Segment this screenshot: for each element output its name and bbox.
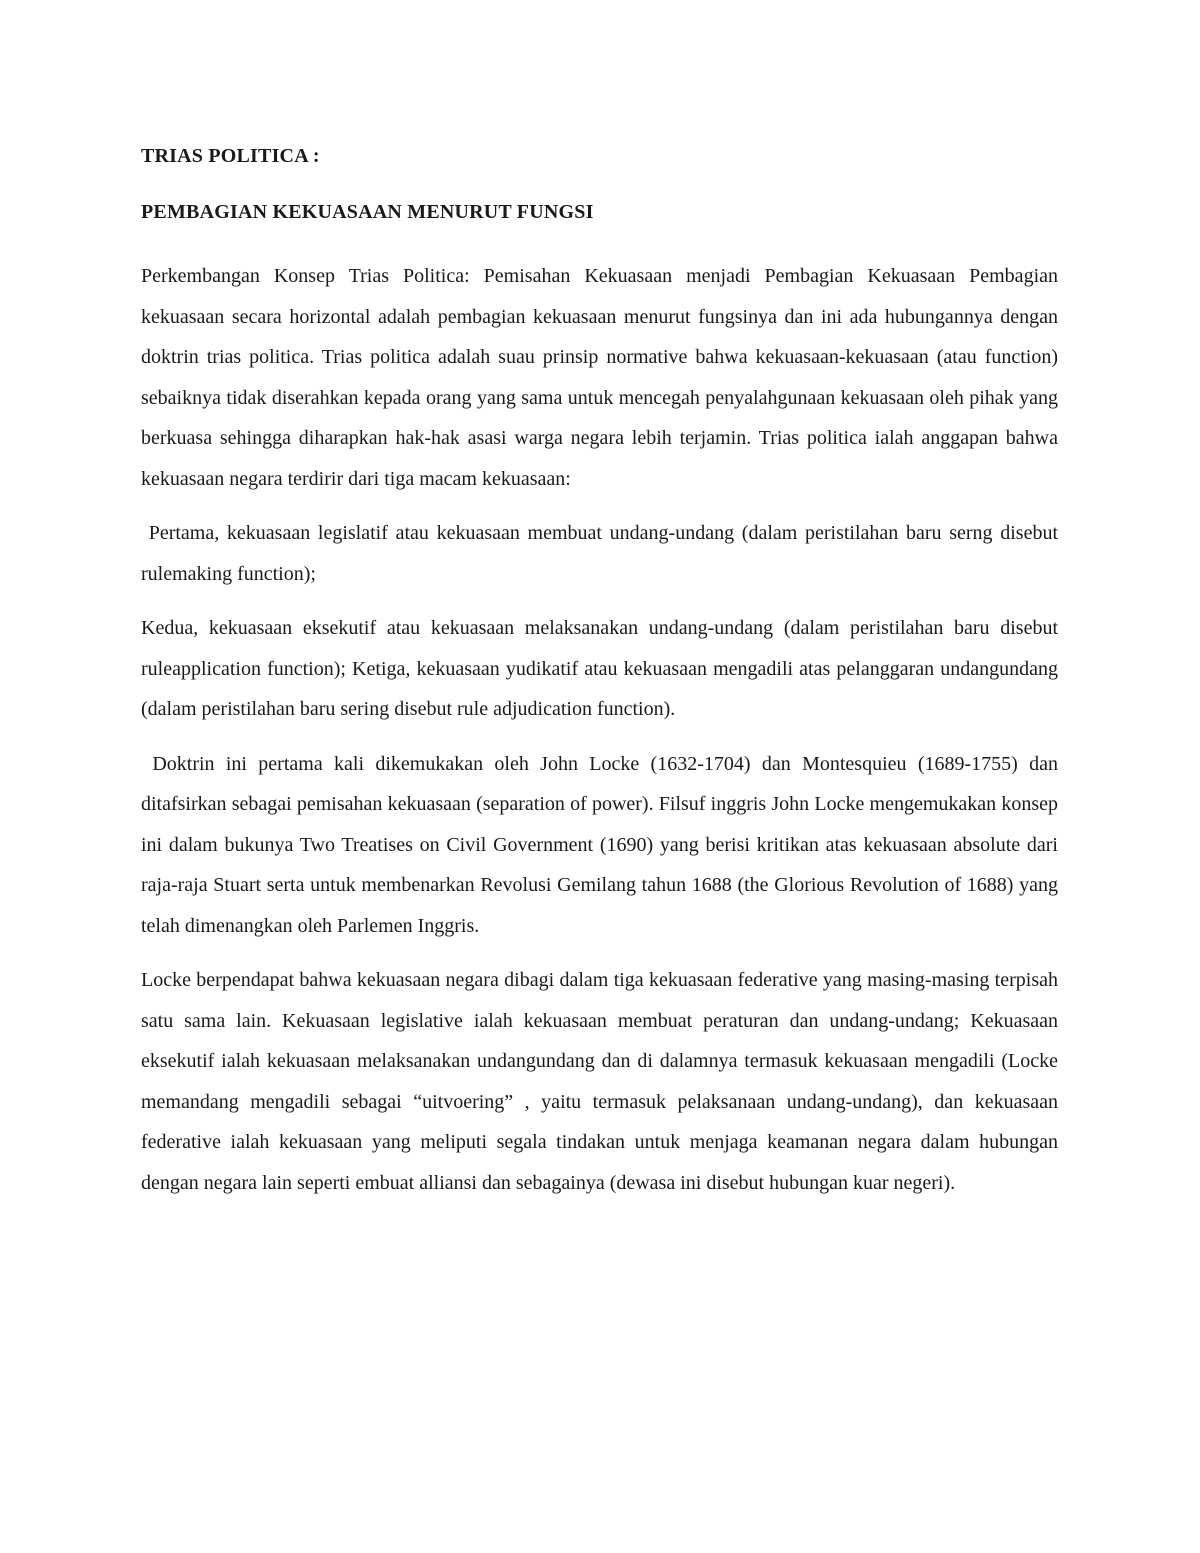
paragraph-doctrine-origin: Doktrin ini pertama kali dikemukakan oleh John Locke (1632-1704) dan Montesquieu (1689-1755) dan ditafsirkan sebagai pemisahan kekuasaan (separation of power). Filsuf inggris John Locke mengemukakan konsep ini dalam bukunya Two Treatises on Civil Government (1690) yang berisi kritikan atas kekuasaan absolute dari raja-raja Stuart serta untuk membenarkan Revolusi Gemilang tahun 1688 (the Glorious Revolution of 1688) yang telah dimenangkan oleh Parlemen Inggris. [141, 752, 1063, 937]
paragraph-executive-judicial: Kedua, kekuasaan eksekutif atau kekuasaan melaksanakan undang-undang (dalam peristilahan baru disebut ruleapplication function); Ketiga, kekuasaan yudikatif atau kekuasaan mengadili atas pelanggaran undangundang (dalam peristilahan baru sering disebut rule adjudication function). [141, 617, 1058, 720]
document-title: TRIAS POLITICA : [141, 145, 320, 167]
document-body [141, 142, 1064, 1217]
paragraph-locke-opinion: Locke berpendapat bahwa kekuasaan negara dibagi dalam tiga kekuasaan federative yang masing-masing terpisah satu sama lain. Kekuasaan legislative ialah kekuasaan membuat peraturan dan undang-undang; Kekuasaan eksekutif ialah kekuasaan melaksanakan undangundang dan di dalamnya termasuk kekuasaan mengadili (Locke memandang mengadili sebagai “uitvoering” , yaitu termasuk pelaksanaan undang-undang), dan kekuasaan federative ialah kekuasaan yang meliputi segala tindakan untuk menjaga keamanan negara dalam hubungan dengan negara lain seperti embuat alliansi dan sebagainya (dewasa ini disebut hubungan kuar negeri). [141, 969, 1058, 1194]
paragraph-intro: Perkembangan Konsep Trias Politica: Pemisahan Kekuasaan menjadi Pembagian Kekuasaan Pembagian kekuasaan secara horizontal adalah pembagian kekuasaan menurut fungsinya dan ini ada hubungannya dengan doktrin trias politica. Trias politica adalah suau prinsip normative bahwa kekuasaan-kekuasaan (atau function) sebaiknya tidak diserahkan kepada orang yang sama untuk mencegah penyalahgunaan kekuasaan oleh pihak yang berkuasa sehingga diharapkan hak-hak asasi warga negara lebih terjamin. Trias politica ialah anggapan bahwa kekuasaan negara terdirir dari tiga macam kekuasaan: [141, 265, 1058, 490]
document-subtitle: PEMBAGIAN KEKUASAAN MENURUT FUNGSI [141, 201, 594, 223]
paragraph-legislative: Pertama, kekuasaan legislatif atau kekuasaan membuat undang-undang (dalam peristilahan baru serng disebut rulemaking function); [141, 522, 1064, 585]
